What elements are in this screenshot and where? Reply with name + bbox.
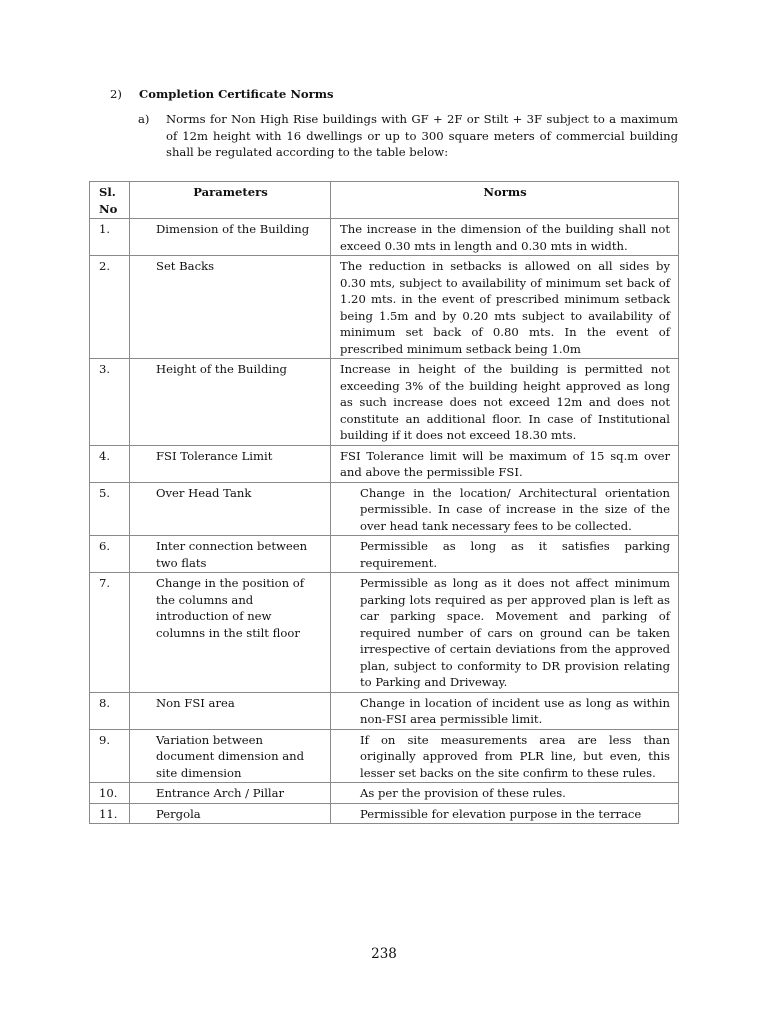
page-number: 238 (371, 946, 397, 962)
intro-paragraph (138, 111, 678, 161)
table-row (90, 729, 679, 783)
table-row (90, 256, 679, 359)
row-parameter: Over Head Tank (130, 482, 331, 536)
norms-table (89, 181, 679, 824)
table-row (90, 803, 679, 824)
row-parameter: Inter connection between two flats (130, 536, 331, 573)
row-number: 11. (90, 803, 130, 824)
row-norm: The increase in the dimension of the building shall not exceed 0.30 mts in length and 0.30 mts in width. (331, 219, 679, 256)
row-number: 8. (90, 692, 130, 729)
row-number: 1. (90, 219, 130, 256)
header-sl-no: Sl. No (90, 182, 130, 219)
row-number: 10. (90, 783, 130, 804)
section-heading (110, 86, 334, 103)
row-parameter: Non FSI area (130, 692, 331, 729)
row-norm: Change in location of incident use as long as within non-FSI area permissible limit. (331, 692, 679, 729)
row-parameter: Height of the Building (130, 359, 331, 446)
row-parameter: Dimension of the Building (130, 219, 331, 256)
row-parameter: Change in the position of the columns and introduction of new columns in the stilt floor (130, 573, 331, 693)
table-row (90, 783, 679, 804)
table-header-row (90, 182, 679, 219)
row-parameter: Entrance Arch / Pillar (130, 783, 331, 804)
table-row (90, 219, 679, 256)
row-number: 9. (90, 729, 130, 783)
table-row (90, 536, 679, 573)
row-parameter: Set Backs (130, 256, 331, 359)
header-parameters: Parameters (130, 182, 331, 219)
table-row (90, 482, 679, 536)
header-norms: Norms (331, 182, 679, 219)
row-norm: Permissible for elevation purpose in the terrace (331, 803, 679, 824)
row-norm: Permissible as long as it satisfies parking requirement. (331, 536, 679, 573)
row-norm: If on site measurements area are less than originally approved from PLR line, but even, this lesser set backs on the site confirm to these rules. (331, 729, 679, 783)
row-parameter: FSI Tolerance Limit (130, 445, 331, 482)
section-number: 2) (110, 87, 122, 101)
row-norm: Increase in height of the building is permitted not exceeding 3% of the building height approved as long as such increase does not exceed 12m and does not constitute an additional floor. In case of Institutional building if it does not exceed 18.30 mts. (331, 359, 679, 446)
row-norm: As per the provision of these rules. (331, 783, 679, 804)
row-parameter: Pergola (130, 803, 331, 824)
table-row (90, 573, 679, 693)
intro-text: Norms for Non High Rise buildings with GF + 2F or Stilt + 3F subject to a maximum of 12m height with 16 dwellings or up to 300 square meters of commercial building shall be regulated according to the table below: (166, 112, 678, 159)
table-row (90, 359, 679, 446)
row-norm: FSI Tolerance limit will be maximum of 15 sq.m over and above the permissible FSI. (331, 445, 679, 482)
row-number: 7. (90, 573, 130, 693)
section-title: Completion Certificate Norms (139, 87, 334, 101)
row-number: 2. (90, 256, 130, 359)
row-number: 4. (90, 445, 130, 482)
table-row (90, 445, 679, 482)
row-norm: Change in the location/ Architectural orientation permissible. In case of increase in the size of the over head tank necessary fees to be collected. (331, 482, 679, 536)
row-number: 3. (90, 359, 130, 446)
row-norm: Permissible as long as it does not affect minimum parking lots required as per approved plan is left as car parking space. Movement and parking of required number of cars on ground can be taken irrespective of certain deviations from the approved plan, subject to conformity to DR provision relating to Parking and Driveway. (331, 573, 679, 693)
row-norm: The reduction in setbacks is allowed on all sides by 0.30 mts, subject to availability of minimum set back of 1.20 mts. in the event of prescribed minimum setback being 1.5m and by 0.20 mts subject to availability of minimum set back of 0.80 mts. In the event of prescribed minimum setback being 1.0m (331, 256, 679, 359)
table-row (90, 692, 679, 729)
row-parameter: Variation between document dimension and site dimension (130, 729, 331, 783)
intro-label: a) (138, 112, 150, 126)
row-number: 5. (90, 482, 130, 536)
row-number: 6. (90, 536, 130, 573)
